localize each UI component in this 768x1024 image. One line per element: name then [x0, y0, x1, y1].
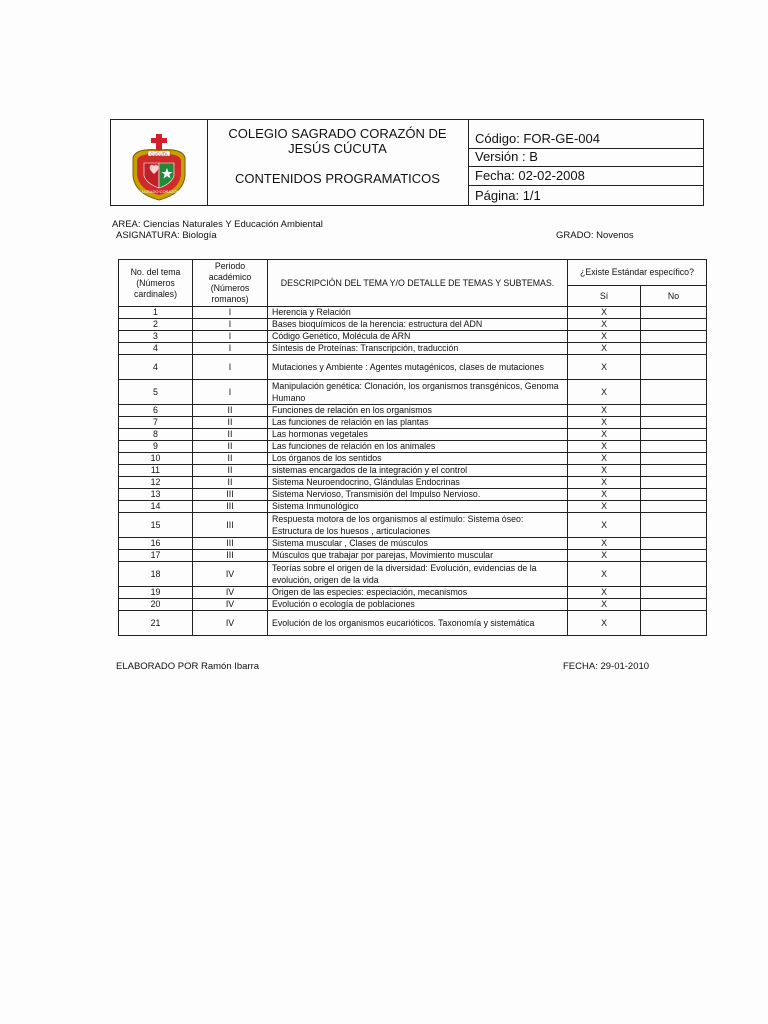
row-number: 2	[119, 319, 193, 331]
row-description: Sistema muscular , Clases de músculos	[268, 538, 568, 550]
row-si: X	[568, 562, 641, 587]
row-number: 18	[119, 562, 193, 587]
row-periodo: II	[193, 465, 268, 477]
row-number: 11	[119, 465, 193, 477]
row-no	[641, 599, 707, 611]
row-number: 20	[119, 599, 193, 611]
row-no	[641, 307, 707, 319]
row-description: Síntesis de Proteínas: Transcripción, traducción	[268, 343, 568, 355]
row-si: X	[568, 319, 641, 331]
logo-cell	[111, 120, 208, 205]
row-periodo: II	[193, 477, 268, 489]
row-no	[641, 550, 707, 562]
table-row	[119, 550, 707, 562]
row-number: 3	[119, 331, 193, 343]
row-number: 17	[119, 550, 193, 562]
row-si: X	[568, 477, 641, 489]
row-description: Herencia y Relación	[268, 307, 568, 319]
row-number: 16	[119, 538, 193, 550]
table-row	[119, 587, 707, 599]
row-periodo: I	[193, 307, 268, 319]
row-description: Sistema Neuroendocrino, Glándulas Endocrinas	[268, 477, 568, 489]
school-name: COLEGIO SAGRADO CORAZÓN DE JESÚS CÚCUTA	[228, 126, 447, 156]
version-field: Versión : B	[469, 149, 704, 167]
row-periodo: II	[193, 405, 268, 417]
header-estandar: ¿Existe Estándar específico?	[568, 260, 707, 286]
row-periodo: IV	[193, 587, 268, 599]
fecha-field: Fecha: 02-02-2008	[469, 167, 704, 186]
logo-text-ring: SAGRADO CORAZÓN	[138, 189, 180, 194]
header-si: Sí	[568, 286, 641, 307]
row-no	[641, 587, 707, 599]
table-row	[119, 501, 707, 513]
row-no	[641, 319, 707, 331]
row-no	[641, 562, 707, 587]
row-si: X	[568, 611, 641, 636]
row-description: Mutaciones y Ambiente : Agentes mutagénicos, clases de mutaciones	[268, 355, 568, 380]
row-si: X	[568, 453, 641, 465]
table-row	[119, 405, 707, 417]
table-row	[119, 429, 707, 441]
row-periodo: II	[193, 417, 268, 429]
row-si: X	[568, 501, 641, 513]
row-si: X	[568, 405, 641, 417]
logo-text-top: CÚCUTA	[150, 151, 168, 157]
row-periodo: IV	[193, 599, 268, 611]
pagina-field: Página: 1/1	[475, 188, 541, 203]
table-row	[119, 307, 707, 319]
table-row	[119, 562, 707, 587]
row-si: X	[568, 429, 641, 441]
asignatura-label: ASIGNATURA: Biología	[116, 230, 217, 241]
table-row	[119, 331, 707, 343]
document-header	[110, 119, 704, 206]
row-periodo: I	[193, 331, 268, 343]
row-description: Las hormonas vegetales	[268, 429, 568, 441]
codigo-field: Código: FOR-GE-004	[469, 120, 704, 149]
grado-label: GRADO: Novenos	[556, 230, 634, 241]
row-periodo: III	[193, 550, 268, 562]
school-crest-logo	[111, 120, 207, 205]
row-si: X	[568, 331, 641, 343]
row-description: Respuesta motora de los organismos al estímulo: Sistema óseo: Estructura de los huesos , articulaciones	[268, 513, 568, 538]
row-description: Bases bioquímicos de la herencia: estructura del ADN	[268, 319, 568, 331]
row-description: Origen de las especies: especiación, mecanismos	[268, 587, 568, 599]
row-si: X	[568, 550, 641, 562]
row-number: 9	[119, 441, 193, 453]
table-row	[119, 343, 707, 355]
row-number: 19	[119, 587, 193, 599]
row-number: 21	[119, 611, 193, 636]
table-row	[119, 465, 707, 477]
row-no	[641, 538, 707, 550]
row-no	[641, 331, 707, 343]
row-no	[641, 477, 707, 489]
row-periodo: II	[193, 441, 268, 453]
header-info-cell	[468, 120, 704, 205]
row-periodo: III	[193, 513, 268, 538]
table-row	[119, 417, 707, 429]
header-periodo: Periodo académico (Números romanos)	[193, 260, 268, 307]
row-si: X	[568, 513, 641, 538]
header-no: No	[641, 286, 707, 307]
footer-fecha-label: FECHA: 29-01-2010	[563, 661, 650, 672]
table-row	[119, 489, 707, 501]
row-no	[641, 513, 707, 538]
row-si: X	[568, 380, 641, 405]
row-no	[641, 417, 707, 429]
row-si: X	[568, 441, 641, 453]
row-description: Teorías sobre el origen de la diversidad: Evolución, evidencias de la evolución, origen de la vida	[268, 562, 568, 587]
row-no	[641, 489, 707, 501]
row-periodo: I	[193, 343, 268, 355]
row-number: 4	[119, 343, 193, 355]
row-number: 14	[119, 501, 193, 513]
row-si: X	[568, 307, 641, 319]
table-row	[119, 355, 707, 380]
row-no	[641, 441, 707, 453]
row-periodo: IV	[193, 562, 268, 587]
header-description: DESCRIPCIÓN DEL TEMA Y/O DETALLE DE TEMAS Y SUBTEMAS.	[268, 260, 568, 307]
row-si: X	[568, 417, 641, 429]
row-description: Evolución o ecología de poblaciones	[268, 599, 568, 611]
row-number: 1	[119, 307, 193, 319]
row-periodo: I	[193, 355, 268, 380]
row-number: 8	[119, 429, 193, 441]
table-body	[119, 307, 707, 636]
row-description: Sistema Nervioso, Transmisión del Impulso Nervioso.	[268, 489, 568, 501]
table-row	[119, 380, 707, 405]
row-si: X	[568, 538, 641, 550]
row-no	[641, 453, 707, 465]
row-number: 7	[119, 417, 193, 429]
row-description: Código Genético, Molécula de ARN	[268, 331, 568, 343]
table-row	[119, 453, 707, 465]
row-si: X	[568, 343, 641, 355]
row-no	[641, 355, 707, 380]
row-description: Evolución de los organismos eucarióticos. Taxonomía y sistemática	[268, 611, 568, 636]
row-si: X	[568, 355, 641, 380]
row-no	[641, 380, 707, 405]
header-title-cell	[207, 120, 468, 205]
table-row	[119, 538, 707, 550]
row-number: 10	[119, 453, 193, 465]
document-subtitle: CONTENIDOS PROGRAMATICOS	[235, 171, 440, 186]
topics-table	[118, 259, 707, 636]
table-row	[119, 599, 707, 611]
row-number: 15	[119, 513, 193, 538]
row-description: Las funciones de relación en los animales	[268, 441, 568, 453]
area-label: AREA: Ciencias Naturales Y Educación Ambiental	[112, 219, 323, 230]
row-number: 12	[119, 477, 193, 489]
row-description: Sistema Inmunológico	[268, 501, 568, 513]
row-number: 6	[119, 405, 193, 417]
row-periodo: III	[193, 489, 268, 501]
row-number: 13	[119, 489, 193, 501]
table-row	[119, 513, 707, 538]
row-no	[641, 429, 707, 441]
row-description: Músculos que trabajar por parejas, Movimiento muscular	[268, 550, 568, 562]
row-periodo: IV	[193, 611, 268, 636]
row-no	[641, 501, 707, 513]
row-description: Manipulación genética: Clonación, los organismos transgénicos, Genoma Humano	[268, 380, 568, 405]
row-periodo: III	[193, 501, 268, 513]
header-num: No. del tema (Números cardinales)	[119, 260, 193, 307]
row-periodo: I	[193, 319, 268, 331]
row-periodo: I	[193, 380, 268, 405]
row-no	[641, 611, 707, 636]
row-description: Funciones de relación en los organismos	[268, 405, 568, 417]
row-description: Las funciones de relación en las plantas	[268, 417, 568, 429]
row-number: 4	[119, 355, 193, 380]
row-si: X	[568, 587, 641, 599]
row-description: Los órganos de los sentidos	[268, 453, 568, 465]
table-row	[119, 477, 707, 489]
row-description: sistemas encargados de la integración y el control	[268, 465, 568, 477]
row-no	[641, 465, 707, 477]
row-si: X	[568, 465, 641, 477]
table-row	[119, 611, 707, 636]
table-row	[119, 441, 707, 453]
row-no	[641, 405, 707, 417]
row-periodo: III	[193, 538, 268, 550]
row-no	[641, 343, 707, 355]
elaborado-label: ELABORADO POR Ramón Ibarra	[116, 661, 260, 672]
table-row	[119, 319, 707, 331]
row-periodo: II	[193, 429, 268, 441]
row-si: X	[568, 599, 641, 611]
row-si: X	[568, 489, 641, 501]
row-periodo: II	[193, 453, 268, 465]
row-number: 5	[119, 380, 193, 405]
